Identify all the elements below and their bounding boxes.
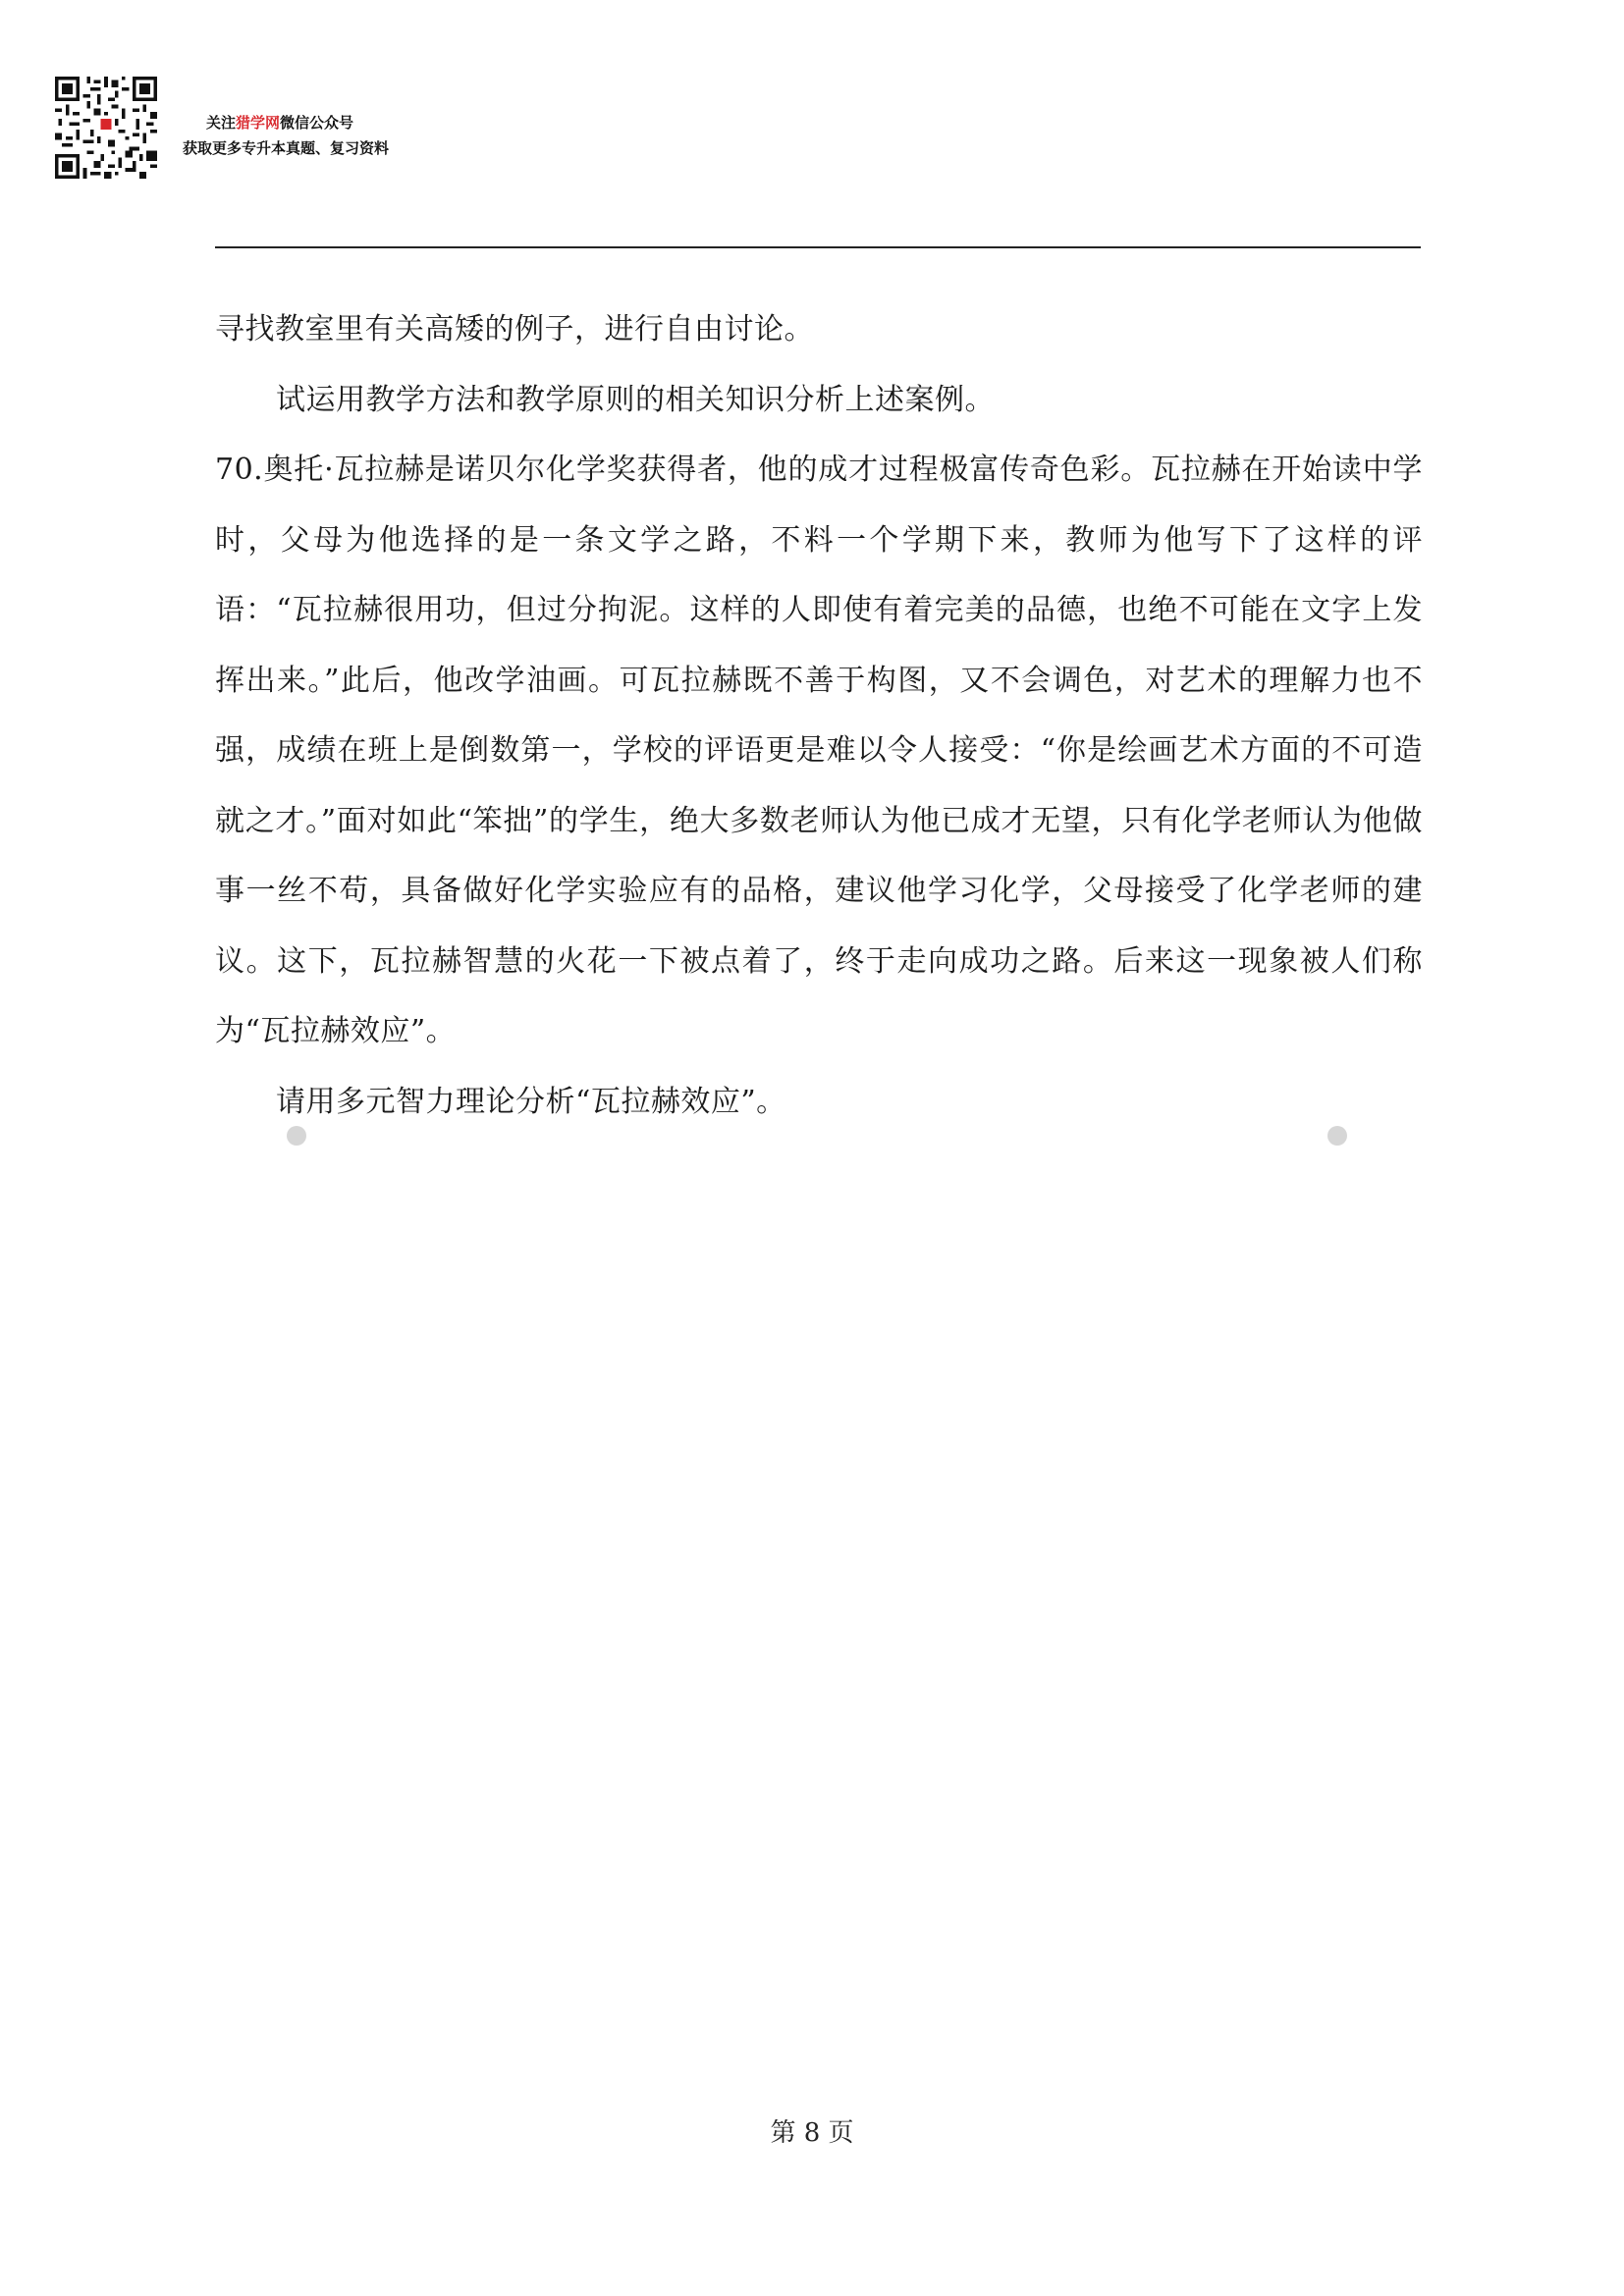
paragraph-question-69: 试运用教学方法和教学原则的相关知识分析上述案例。	[276, 382, 995, 417]
header-divider	[215, 246, 1421, 248]
paragraph-case-end: 寻找教室里有关高矮的例子，进行自由讨论。	[215, 312, 814, 347]
paragraph-question-70: 70.奥托·瓦拉赫是诺贝尔化学奖获得者，他的成才过程极富传奇色彩。瓦拉赫在开始读中学时，父母为他选择的是一条文学之路，不料一个学期下来，教师为他写下了这样的评语：“瓦拉赫很用功，但过分拘泥。这样的人即使有着完美的品德，也绝不可能在文字上发挥出来。”此后，他改学油画。可瓦拉赫既不善于构图，又不会调色，对艺术的理解力也不强，成绩在班上是倒数第一，学校的评语更是难以令人接受：“你是绘画艺术方面的不可造就之才。”面对如此“笨拙”的学生，绝大多数老师认为他已成才无望，只有化学老师认为他做事一丝不苟，具备做好化学实验应有的品格，建议他学习化学，父母接受了化学老师的建议。这下，瓦拉赫智慧的火花一下被点着了，终于走向成功之路。后来这一现象被人们称为“瓦拉赫效应”。	[215, 453, 1423, 1048]
qr-code-icon	[55, 77, 157, 179]
header-promo	[183, 110, 438, 161]
header-prefix: 关注	[206, 114, 237, 132]
brand-name: 猎学网	[236, 114, 281, 132]
page-number: 第 8 页	[770, 2118, 854, 2148]
header-suffix: 微信公众号	[280, 114, 354, 132]
header-line-1	[183, 110, 438, 135]
header-line-2: 获取更多专升本真题、复习资料	[183, 139, 390, 157]
document-body	[215, 294, 1423, 1137]
paragraph-question-70-prompt: 请用多元智力理论分析“瓦拉赫效应”。	[276, 1084, 786, 1119]
scan-dot-right	[1327, 1126, 1347, 1146]
scan-dot-left	[287, 1126, 306, 1146]
